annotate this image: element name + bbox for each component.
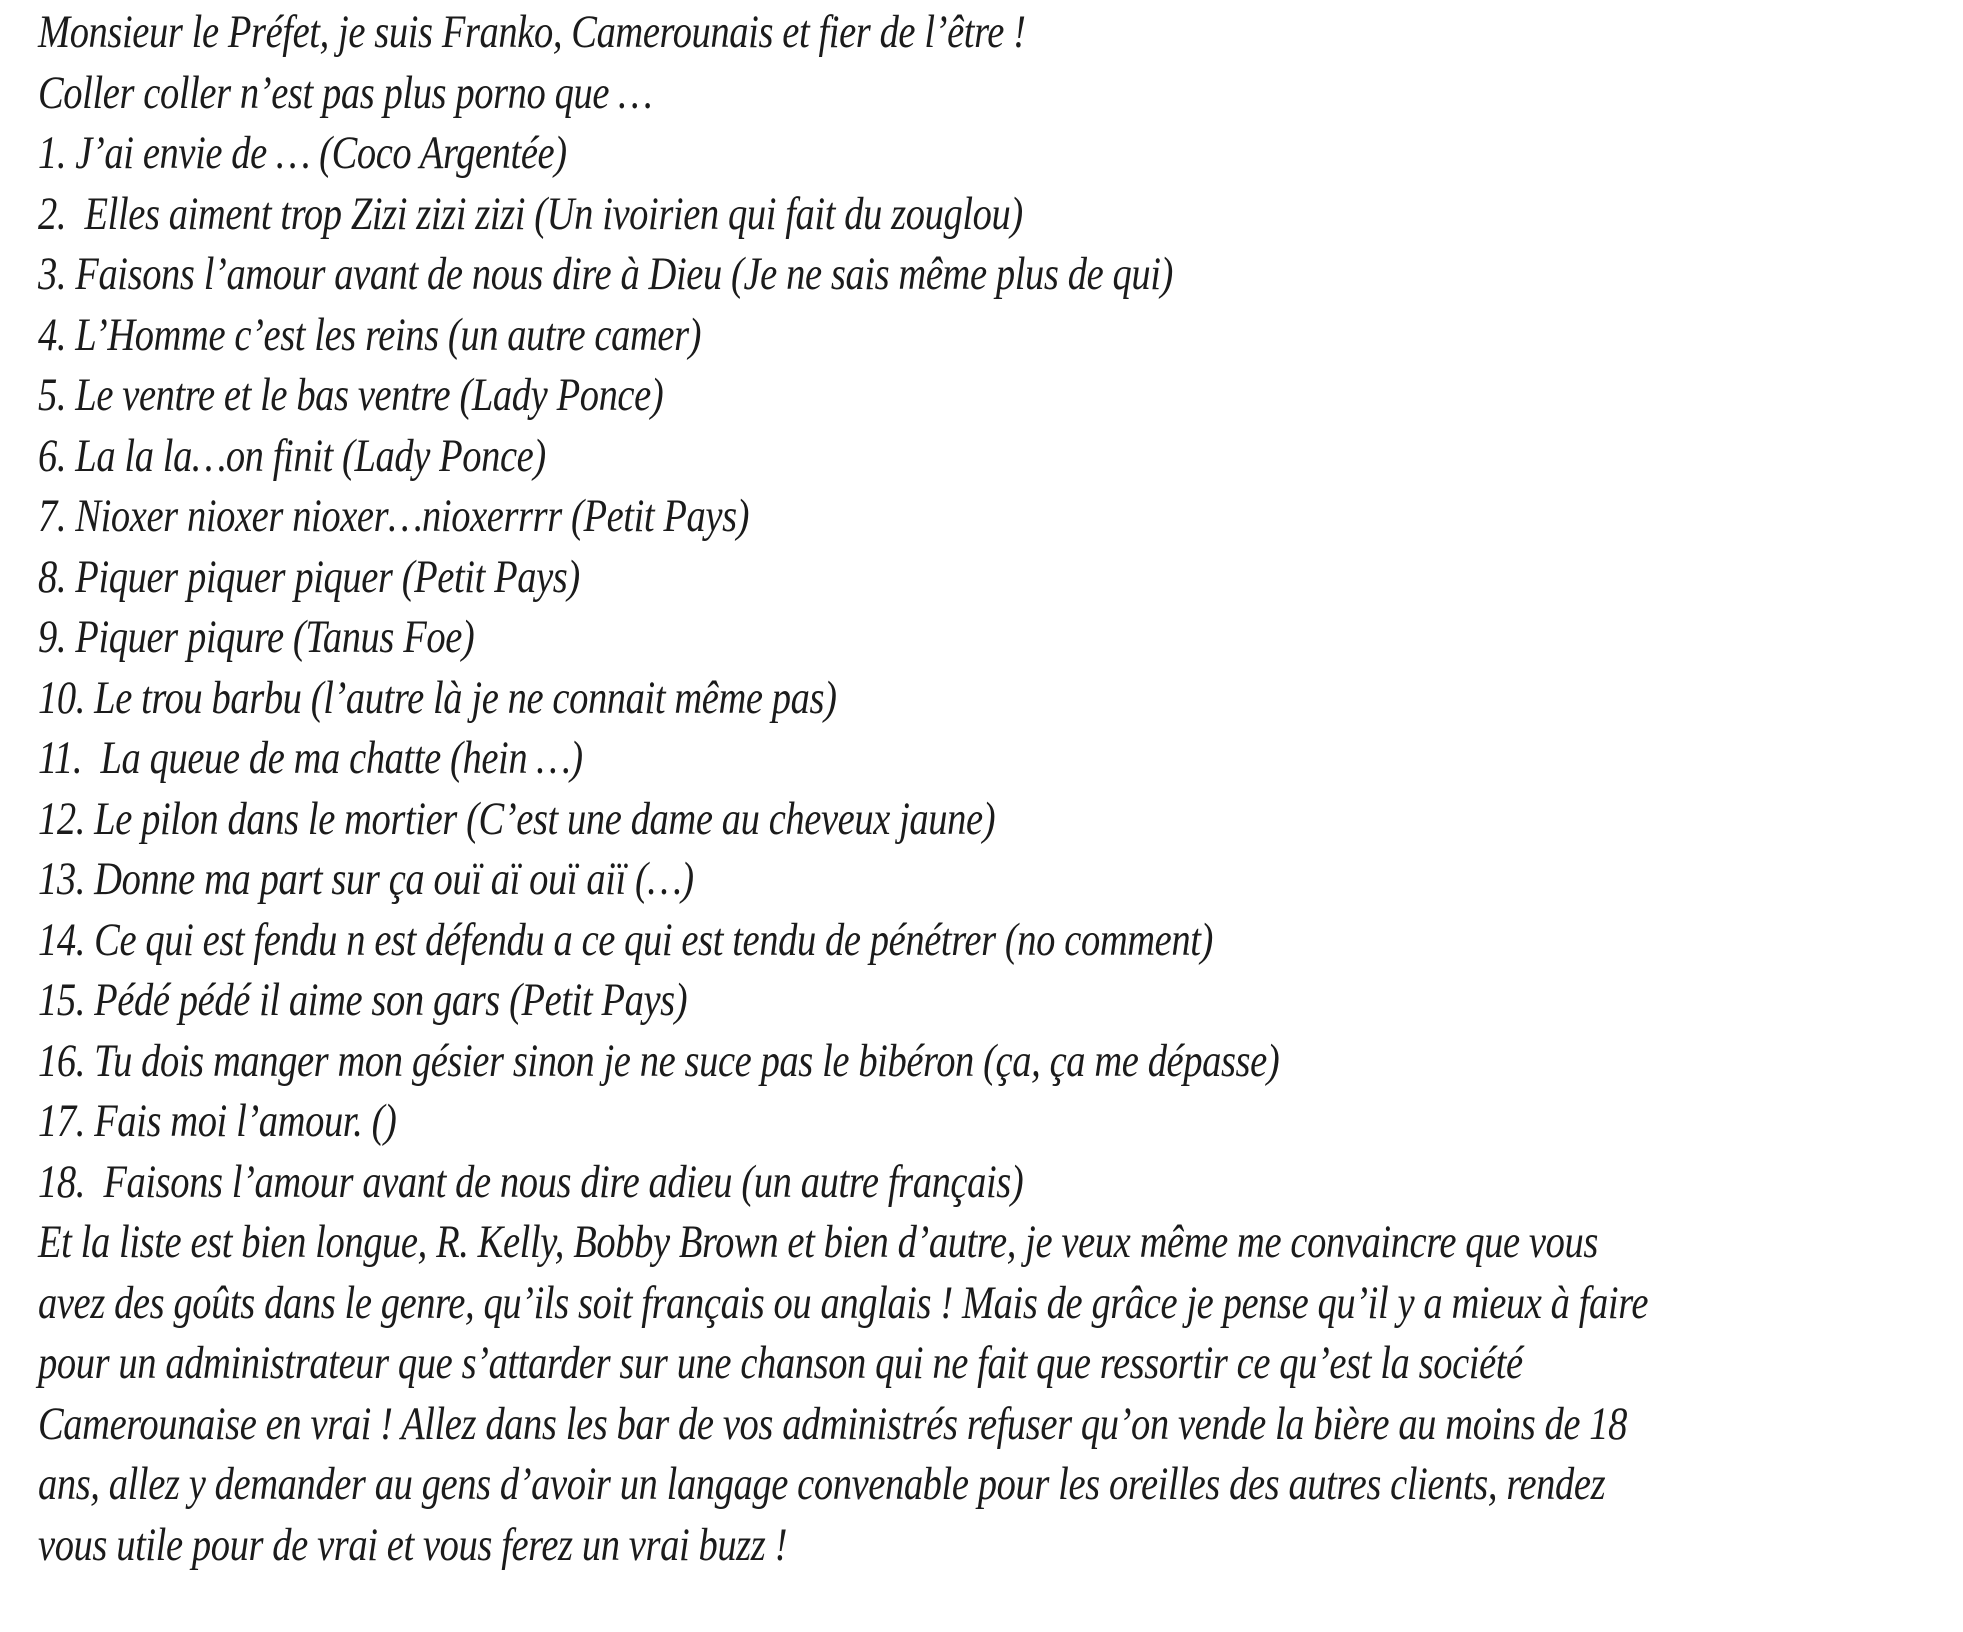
text-line: 12. Le pilon dans le mortier (C’est une dame au cheveux jaune)	[38, 792, 996, 845]
text-line: 6. La la la…on finit (Lady Ponce)	[38, 429, 546, 482]
text-line: 4. L’Homme c’est les reins (un autre camer)	[38, 308, 702, 361]
text-line: ans, allez y demander au gens d’avoir un langage convenable pour les oreilles des autres clients, rendez	[38, 1458, 1606, 1510]
text-line: Camerounaise en vrai ! Allez dans les bar de vos administrés refuser qu’on vende la bière au moins de 18	[38, 1397, 1628, 1450]
text-line: 17. Fais moi l’amour. ()	[38, 1095, 397, 1147]
text-line: 2. Elles aiment trop Zizi zizi zizi (Un ivoirien qui fait du zouglou)	[38, 187, 1023, 240]
text-line: Et la liste est bien longue, R. Kelly, Bobby Brown et bien d’autre, je veux même me convaincre que vous	[38, 1216, 1598, 1268]
text-line: vous utile pour de vrai et vous ferez un vrai buzz !	[38, 1518, 788, 1571]
text-line: 15. Pédé pédé il aime son gars (Petit Pays)	[38, 974, 688, 1026]
text-line: 7. Nioxer nioxer nioxer…nioxerrrr (Petit Pays)	[38, 490, 750, 542]
text-line: 14. Ce qui est fendu n est défendu a ce qui est tendu de pénétrer (no comment)	[38, 913, 1213, 966]
document-text-block	[38, 2, 1648, 1575]
text-line: 11. La queue de ma chatte (hein …)	[38, 732, 583, 784]
text-line: Coller coller n’est pas plus porno que …	[38, 66, 653, 119]
text-line: 3. Faisons l’amour avant de nous dire à Dieu (Je ne sais même plus de qui)	[38, 248, 1173, 300]
text-line: pour un administrateur que s’attarder sur une chanson qui ne fait que ressortir ce qu’est la société	[38, 1337, 1523, 1389]
text-line: Monsieur le Préfet, je suis Franko, Camerounais et fier de l’être !	[38, 6, 1026, 58]
text-line: avez des goûts dans le genre, qu’ils soit français ou anglais ! Mais de grâce je pense qu’il y a mieux à faire	[38, 1276, 1649, 1329]
closing-paragraph-section	[38, 1212, 1648, 1575]
text-line: 16. Tu dois manger mon gésier sinon je ne suce pas le bibéron (ça, ça me dépasse)	[38, 1034, 1280, 1087]
text-line: 8. Piquer piquer piquer (Petit Pays)	[38, 550, 580, 603]
text-line: 1. J’ai envie de … (Coco Argentée)	[38, 127, 567, 179]
text-line: 13. Donne ma part sur ça ouï aï ouï aiï (…)	[38, 853, 694, 905]
song-list-section	[38, 123, 1648, 1212]
text-line: 10. Le trou barbu (l’autre là je ne connait même pas)	[38, 671, 837, 724]
intro-section	[38, 2, 1648, 123]
text-line: 9. Piquer piqure (Tanus Foe)	[38, 611, 475, 663]
text-line: 18. Faisons l’amour avant de nous dire adieu (un autre français)	[38, 1155, 1024, 1208]
text-line: 5. Le ventre et le bas ventre (Lady Ponce)	[38, 369, 664, 421]
